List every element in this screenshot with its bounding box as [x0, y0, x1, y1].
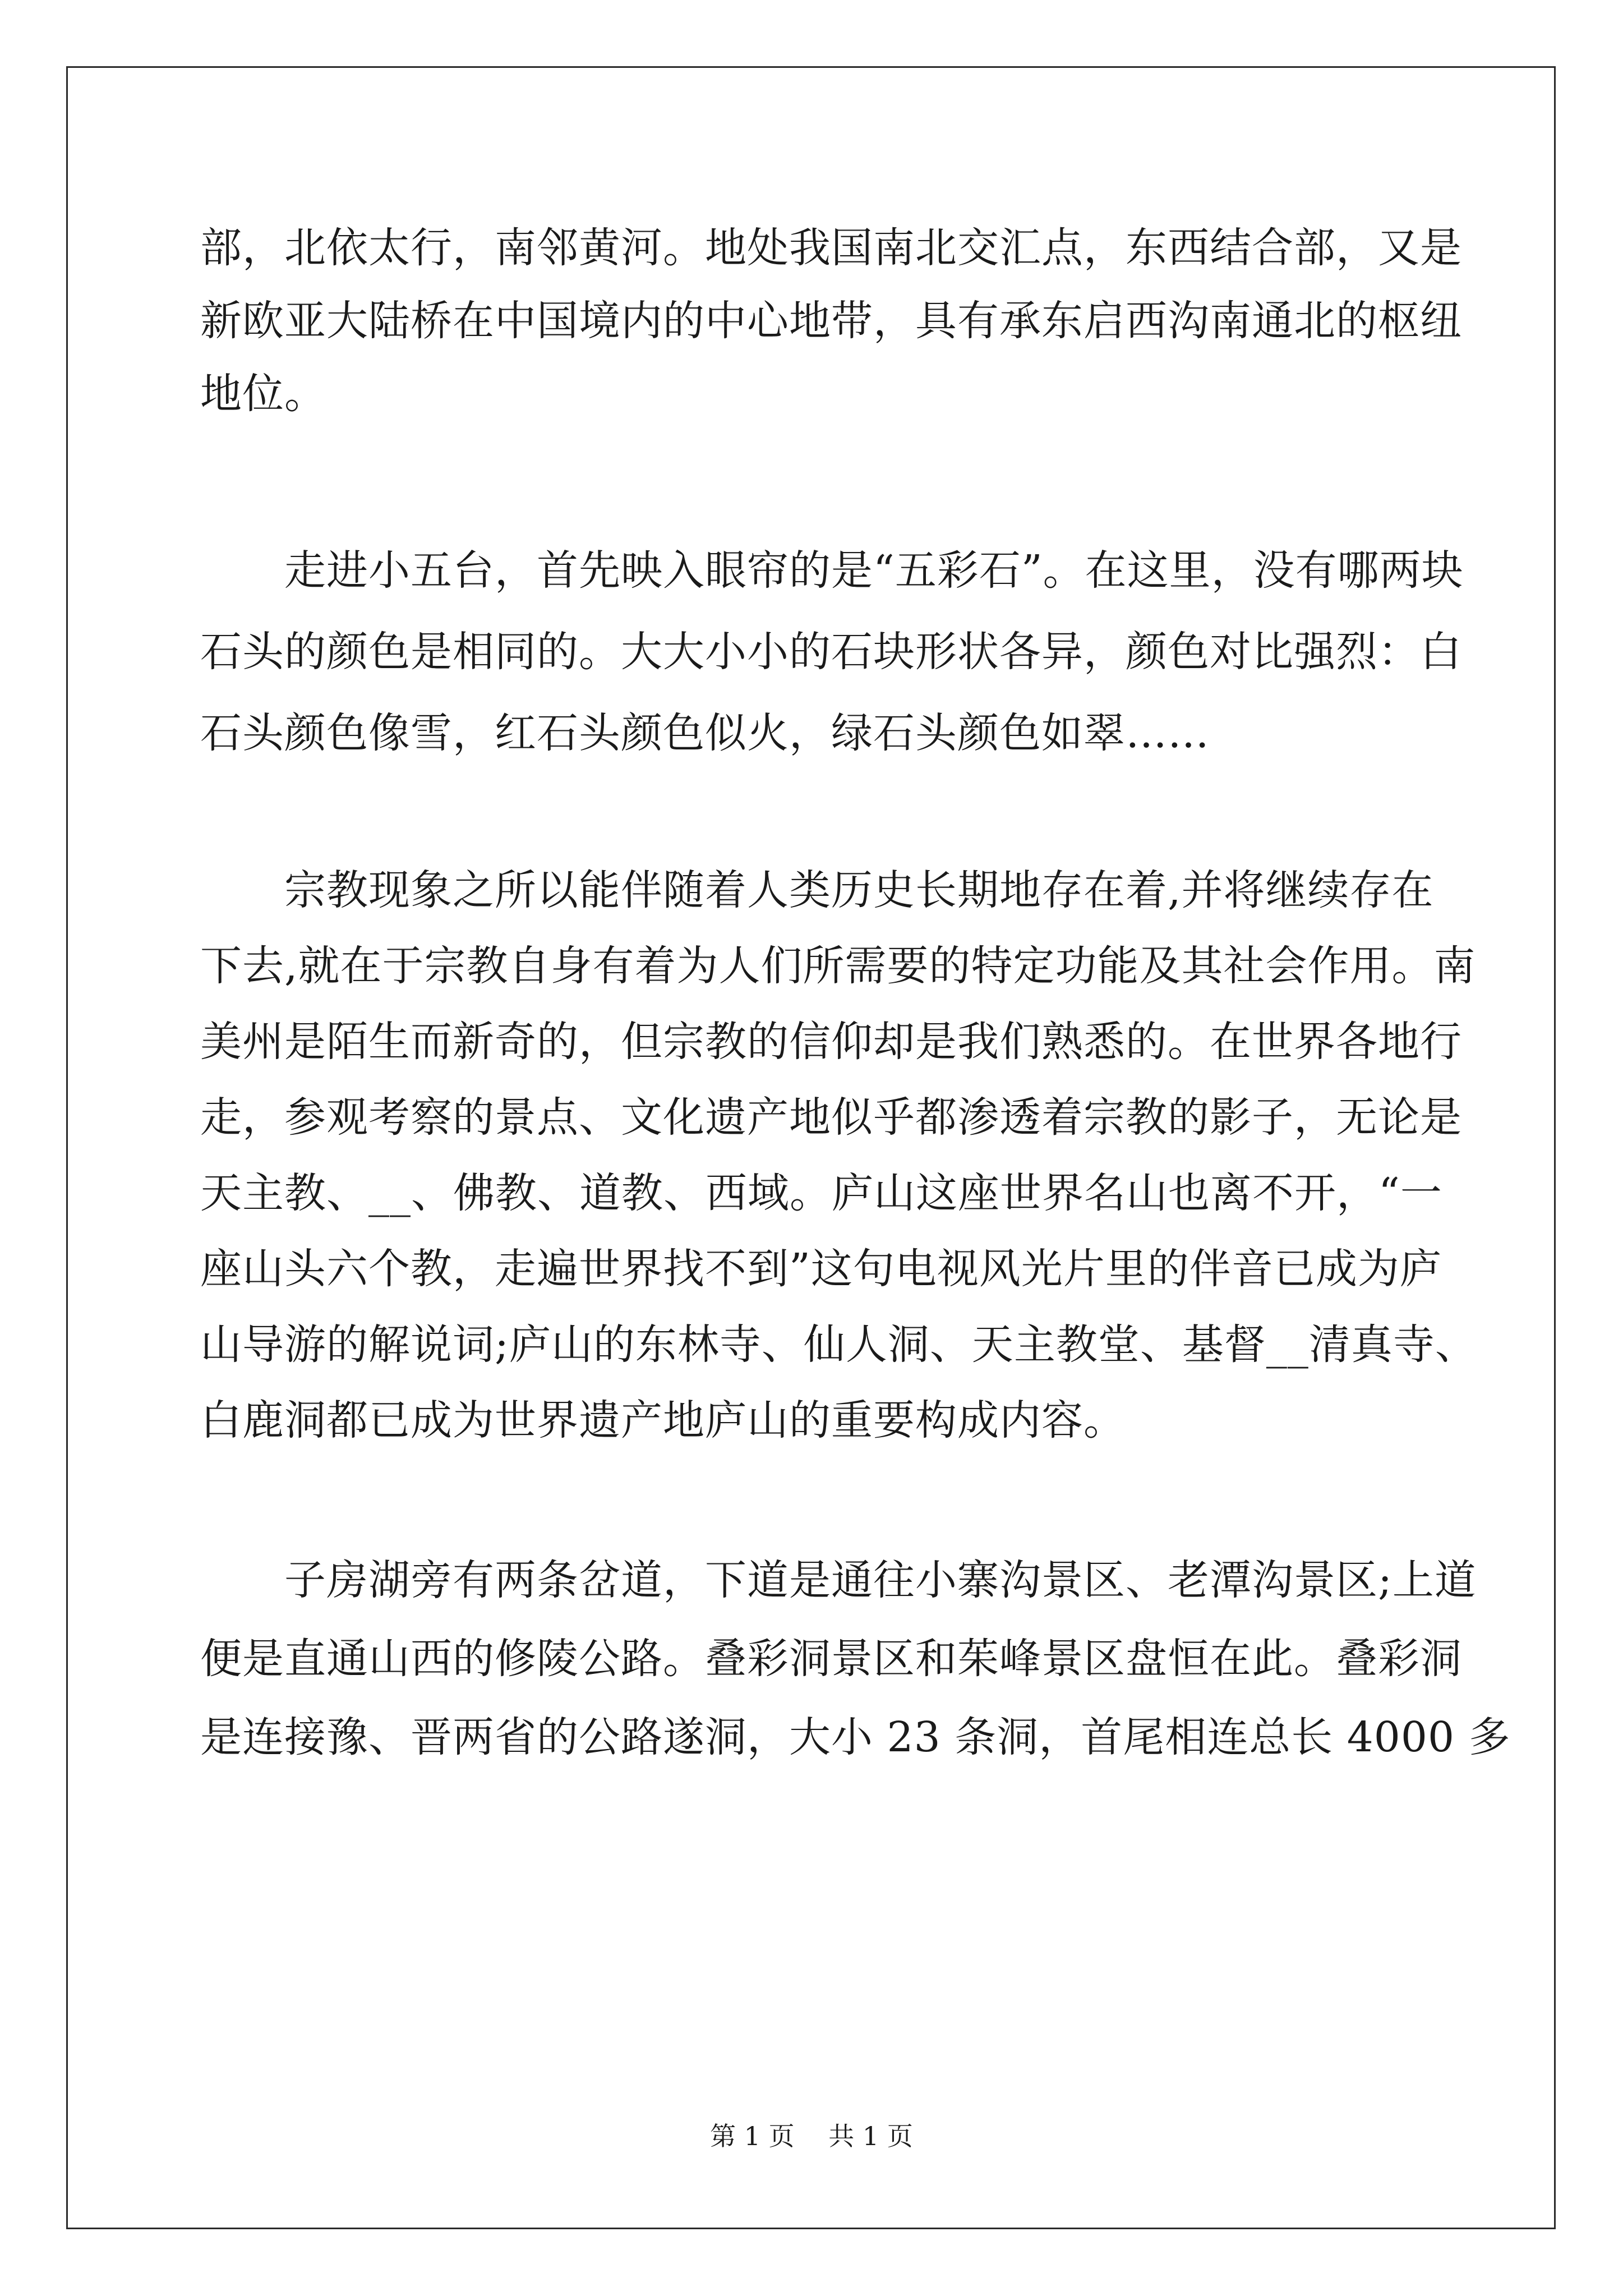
text-line: 美州是陌生而新奇的，但宗教的信仰却是我们熟悉的。在世界各地行 — [200, 1018, 1462, 1066]
text-line: 走，参观考察的景点、文化遗产地似乎都渗透着宗教的影子，无论是 — [200, 1093, 1462, 1142]
text-line: 山导游的解说词;庐山的东林寺、仙人洞、天主教堂、基督__清真寺、 — [200, 1320, 1477, 1369]
text-line: 新欧亚大陆桥在中国境内的中心地带，具有承东启西沟南通北的枢纽 — [200, 297, 1462, 345]
text-line: 宗教现象之所以能伴随着人类历史长期地存在着,并将继续存在 — [200, 866, 1434, 914]
text-line: 白鹿洞都已成为世界遗产地庐山的重要构成内容。 — [200, 1396, 1126, 1444]
text-line: 石头颜色像雪，红石头颜色似火，绿石头颜色如翠…… — [200, 709, 1210, 757]
text-line: 下去,就在于宗教自身有着为人们所需要的特定功能及其社会作用。南 — [200, 942, 1476, 990]
text-line: 座山头六个教，走遍世界找不到”这句电视风光片里的伴音已成为庐 — [200, 1245, 1442, 1293]
text-line: 便是直通山西的修陵公路。叠彩洞景区和茱峰景区盘恒在此。叠彩洞 — [200, 1635, 1462, 1683]
text-line: 石头的颜色是相同的。大大小小的石块形状各异，颜色对比强烈：白 — [200, 628, 1462, 676]
text-line: 是连接豫、晋两省的公路遂洞，大小 23 条洞，首尾相连总长 4000 多 — [200, 1713, 1511, 1761]
text-line: 走进小五台，首先映入眼帘的是“五彩石”。在这里，没有哪两块 — [200, 546, 1464, 595]
text-line: 地位。 — [200, 370, 326, 418]
page-footer: 第 1 页 共 1 页 — [710, 2121, 913, 2151]
text-line: 天主教、__、佛教、道教、西域。庐山这座世界名山也离不开，“一 — [200, 1169, 1442, 1217]
text-line: 部，北依太行，南邻黄河。地处我国南北交汇点，东西结合部，又是 — [200, 224, 1462, 272]
text-line: 子房湖旁有两条岔道，下道是通往小寨沟景区、老潭沟景区;上道 — [200, 1556, 1477, 1604]
